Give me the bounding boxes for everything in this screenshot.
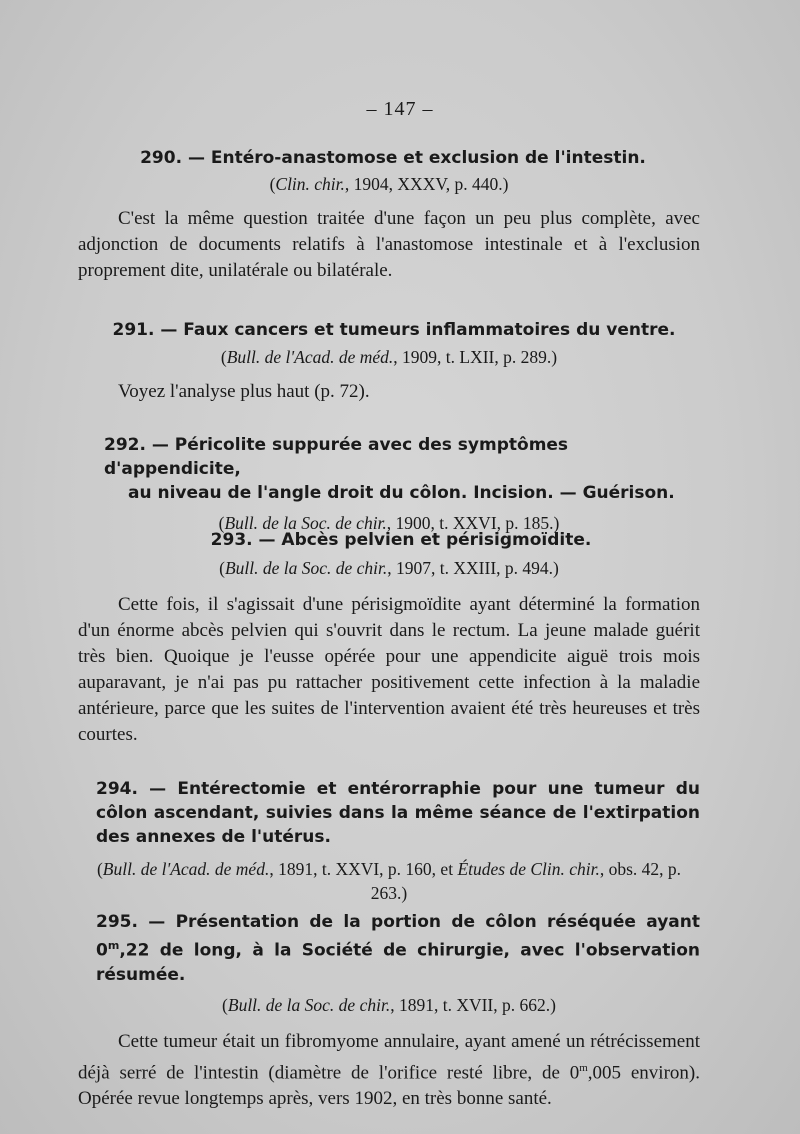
entry-reference: (Bull. de la Soc. de chir., 1891, t. XVII, p. 662.) — [222, 994, 556, 1015]
entry-body-superscript: m — [579, 1061, 588, 1074]
entry-295 — [78, 910, 700, 1112]
entry-title-part-1: 295. — Présentation de la portion de côlon réséquée ayant 0 — [96, 912, 700, 961]
entry-title: 290. — Entéro-anastomose et exclusion de l'intestin. — [140, 148, 646, 168]
entry-title-line-1: 292. — Péricolite suppurée avec des symptômes d'appendicite, — [104, 435, 569, 479]
page-number: – 147 – — [366, 98, 434, 120]
entry-title-superscript: m — [107, 939, 120, 952]
entry-293 — [78, 528, 700, 748]
reference-source: Bull. de l'Acad. de méd. — [102, 859, 270, 879]
reference-details: , 1891, t. XXVI, p. 160, et — [269, 859, 458, 879]
entry-title: 291. — Faux cancers et tumeurs inflammatoires du ventre. — [112, 320, 676, 340]
entry-body: Cette fois, il s'agissait d'une périsigmoïdite ayant déterminé la formation d'un énorme abcès pelvien qui s'ouvrit dans le rectum. La jeune malade guérit très bien. Quoique je l'eusse opérée pour une appendicite aiguë trois mois auparavant, je n'ai pas pu rattacher positivement cette infection à la maladie antérieure, parce que les suites de l'intervention avaient été très heureuses et très courtes. — [78, 594, 700, 745]
entry-294 — [78, 777, 700, 905]
reference-details-2: , obs. 42, p. 263.) — [370, 859, 682, 903]
reference-details: , 1907, t. XXIII, p. 494.) — [387, 558, 559, 578]
reference-source: Bull. de l'Acad. de méd. — [226, 347, 394, 367]
entry-reference: (Clin. chir., 1904, XXXV, p. 440.) — [269, 174, 509, 194]
entry-291 — [78, 318, 700, 405]
entry-reference: (Bull. de l'Acad. de méd., 1909, t. LXII, p. 289.) — [220, 347, 558, 367]
entry-290 — [78, 146, 700, 284]
reference-source: Bull. de la Soc. de chir. — [227, 994, 391, 1015]
entry-title: 294. — Entérectomie et entérorraphie pour une tumeur du côlon ascendant, suivies dans la même séance de l'extirpation des annexes de l'utérus. — [96, 779, 700, 847]
entry-body: Voyez l'analyse plus haut (p. 72). — [118, 381, 370, 402]
entry-title-part-2: ,22 de long, à la Société de chirurgie, avec l'observation résumée. — [96, 940, 700, 985]
reference-details: , 1909, t. LXII, p. 289.) — [393, 347, 558, 367]
reference-source-2: Études de Clin. chir. — [457, 859, 600, 879]
entry-reference: (Bull. de l'Acad. de méd., 1891, t. XXVI, p. 160, et Études de Clin. chir., obs. 42, p. 263.) — [96, 859, 682, 903]
reference-details: , 1904, XXXV, p. 440.) — [344, 174, 509, 194]
entry-292 — [78, 433, 700, 535]
reference-details: , 1900, t. XXVI, p. 185.) — [386, 513, 560, 533]
reference-source: Bull. de la Soc. de chir. — [224, 558, 388, 578]
entry-title-line-2: au niveau de l'angle droit du côlon. Incision. — Guérison. — [128, 483, 675, 503]
entry-reference: (Bull. de la Soc. de chir., 1900, t. XXVI, p. 185.) — [218, 513, 560, 533]
entry-body — [78, 1029, 700, 1112]
entry-title — [78, 910, 700, 987]
reference-details: , 1891, t. XVII, p. 662.) — [390, 994, 556, 1015]
reference-source: Bull. de la Soc. de chir. — [224, 513, 387, 533]
entry-body: C'est la même question traitée d'une façon un peu plus complète, avec adjonction de documents relatifs à l'anastomose intestinale et à l'exclusion proprement dite, unilatérale ou bilatérale. — [78, 208, 700, 281]
reference-source: Clin. chir. — [275, 174, 345, 194]
entry-reference: (Bull. de la Soc. de chir., 1907, t. XXIII, p. 494.) — [219, 558, 559, 578]
entry-body-part-2: ,005 environ). Opérée revue longtemps après, vers 1902, en très bonne santé. — [78, 1061, 700, 1109]
entry-body-part-1: Cette tumeur était un fibromyome annulaire, ayant amené un rétrécissement déjà serré de l'intestin (diamètre de l'orifice resté libre, de 0 — [78, 1030, 700, 1083]
entry-title: 293. — Abcès pelvien et périsigmoïdite. — [210, 530, 592, 550]
